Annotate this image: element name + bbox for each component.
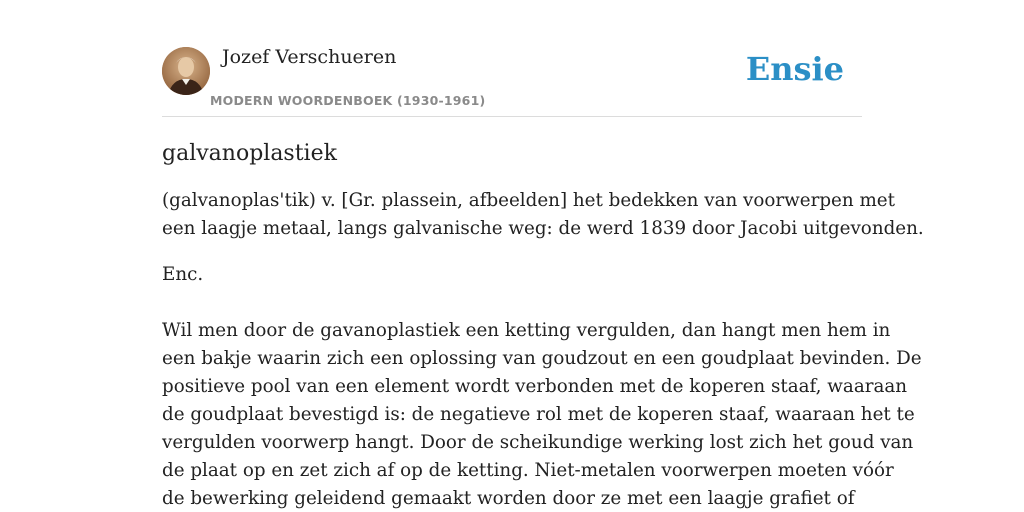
header xyxy=(162,46,862,117)
definition-line: een laagje metaal, langs galvanische weg: de werd 1839 door Jacobi uitgevonden. xyxy=(162,218,924,239)
author-avatar[interactable] xyxy=(162,47,210,95)
entry-enc-label: Enc. xyxy=(162,264,204,285)
entry-body xyxy=(162,317,922,512)
body-line: een bakje waarin zich een oplossing van goudzout en een goudplaat bevinden. De xyxy=(162,348,922,369)
source-title[interactable]: MODERN WOORDENBOEK (1930-1961) xyxy=(210,93,486,108)
body-line: Wil men door de gavanoplastiek een ketting vergulden, dan hangt men hem in xyxy=(162,320,891,341)
entry-content xyxy=(162,138,924,512)
entry-definition xyxy=(162,187,924,243)
author-name[interactable]: Jozef Verschueren xyxy=(222,46,397,68)
definition-line: (galvanoplas'tik) v. [Gr. plassein, afbeelden] het bedekken van voorwerpen met xyxy=(162,190,895,211)
body-line: positieve pool van een element wordt verbonden met de koperen staaf, waaraan xyxy=(162,376,908,397)
body-line: de plaat op en zet zich af op de ketting. Niet-metalen voorwerpen moeten vóór xyxy=(162,460,894,481)
body-line: vergulden voorwerp hangt. Door de scheikundige werking lost zich het goud van xyxy=(162,432,914,453)
ensie-logo[interactable]: Ensie xyxy=(745,50,844,88)
entry-term: galvanoplastiek xyxy=(162,141,337,166)
portrait-icon xyxy=(162,47,210,95)
body-line: de bewerking geleidend gemaakt worden door ze met een laagje grafiet of xyxy=(162,488,855,509)
body-line: de goudplaat bevestigd is: de negatieve rol met de koperen staaf, waaraan het te xyxy=(162,404,915,425)
